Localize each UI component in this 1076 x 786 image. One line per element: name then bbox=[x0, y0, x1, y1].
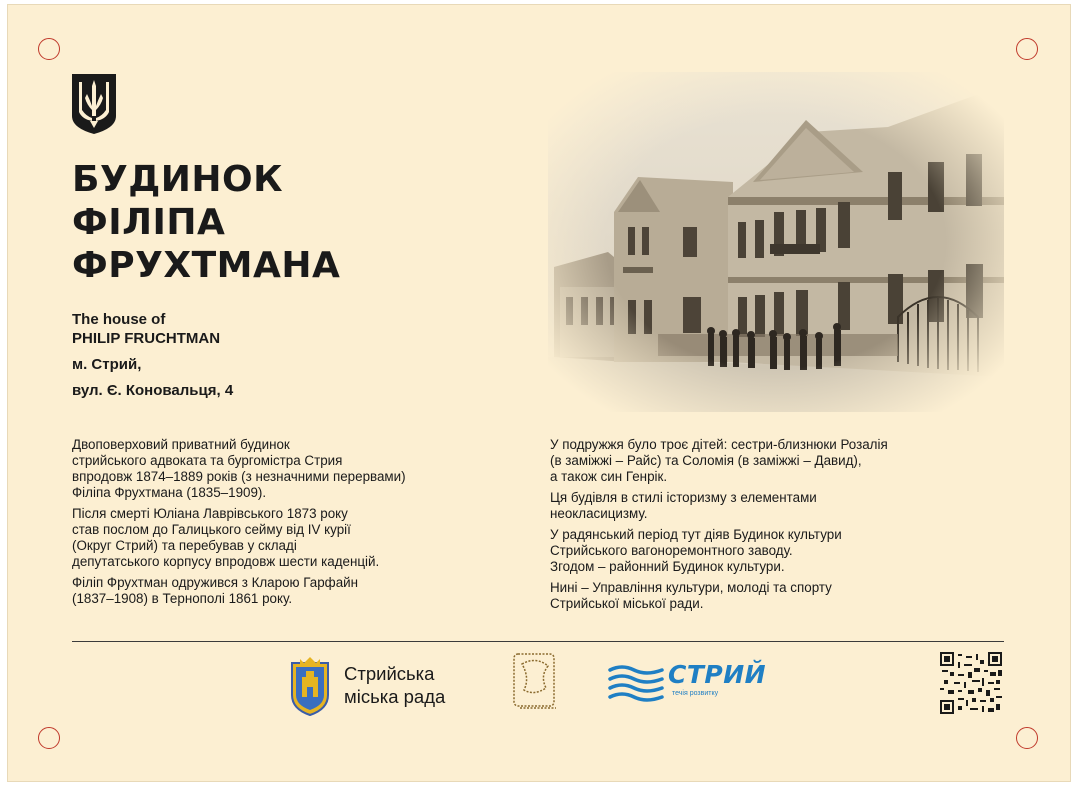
paragraph: Після смерті Юліана Лаврівського 1873 року став послом до Галицького сейму від IV курії (Округ Стрий) та перебував у складі депутатського корпусу впродовж шести каденцій. bbox=[72, 506, 380, 569]
description-left-column bbox=[72, 437, 512, 612]
stryi-coat-of-arms-icon bbox=[286, 655, 334, 717]
address-street: вул. Є. Коновальця, 4 bbox=[72, 382, 234, 399]
council-line-1: Стрийська bbox=[344, 663, 435, 684]
stryi-waves-icon bbox=[606, 662, 668, 702]
paragraph: Двоповерховий приватний будинок стрийського адвоката та бургомістра Стрия впродовж 1874–1889 років (з незначними перервами) Філіпа Фрухтмана (1835–1909). bbox=[72, 437, 406, 500]
council-line-2: міська рада bbox=[344, 686, 446, 707]
title-line-1: БУДИНОК bbox=[72, 159, 284, 200]
title-line-2: ФІЛІПА bbox=[72, 202, 226, 243]
footer-divider bbox=[72, 641, 1004, 642]
english-title-line-1: The house of bbox=[72, 311, 166, 328]
plaque-title bbox=[72, 158, 340, 287]
decorative-stamp-icon bbox=[510, 650, 562, 714]
trident-icon bbox=[70, 72, 118, 136]
description-right-column bbox=[550, 437, 990, 617]
english-title-line-2: PHILIP FRUCHTMAN bbox=[72, 330, 221, 347]
title-line-3: ФРУХТМАНА bbox=[72, 245, 341, 286]
mounting-hole-top-right bbox=[1016, 38, 1038, 60]
paragraph: Нині – Управління культури, молоді та спорту Стрийської міської ради. bbox=[550, 580, 832, 611]
stryi-brand-tagline: течія розвитку bbox=[672, 690, 719, 697]
mounting-hole-bottom-right bbox=[1016, 727, 1038, 749]
mounting-hole-bottom-left bbox=[38, 727, 60, 749]
english-title bbox=[72, 310, 220, 348]
paragraph: Філіп Фрухтман одружився з Кларою Гарфайн (1837–1908) в Тернополі 1861 року. bbox=[72, 575, 359, 606]
qr-code-icon bbox=[940, 652, 1002, 714]
paragraph: У подружжя було троє дітей: сестри-близнюки Розалія (в заміжжі – Райс) та Соломія (в заміжжі – Давид), а також син Генрік. bbox=[550, 437, 888, 484]
stryi-brand-wordmark: СТРИЙ bbox=[668, 660, 767, 689]
address bbox=[72, 352, 233, 404]
city-council-label bbox=[344, 662, 445, 708]
paragraph: У радянський період тут діяв Будинок культури Стрийського вагоноремонтного заводу. Згодом – районний Будинок культури. bbox=[550, 527, 842, 574]
address-city: м. Стрий, bbox=[72, 356, 142, 373]
paragraph: Ця будівля в стилі історизму з елементами неокласицизму. bbox=[550, 490, 817, 521]
mounting-hole-top-left bbox=[38, 38, 60, 60]
historic-building-photo bbox=[548, 72, 1004, 412]
